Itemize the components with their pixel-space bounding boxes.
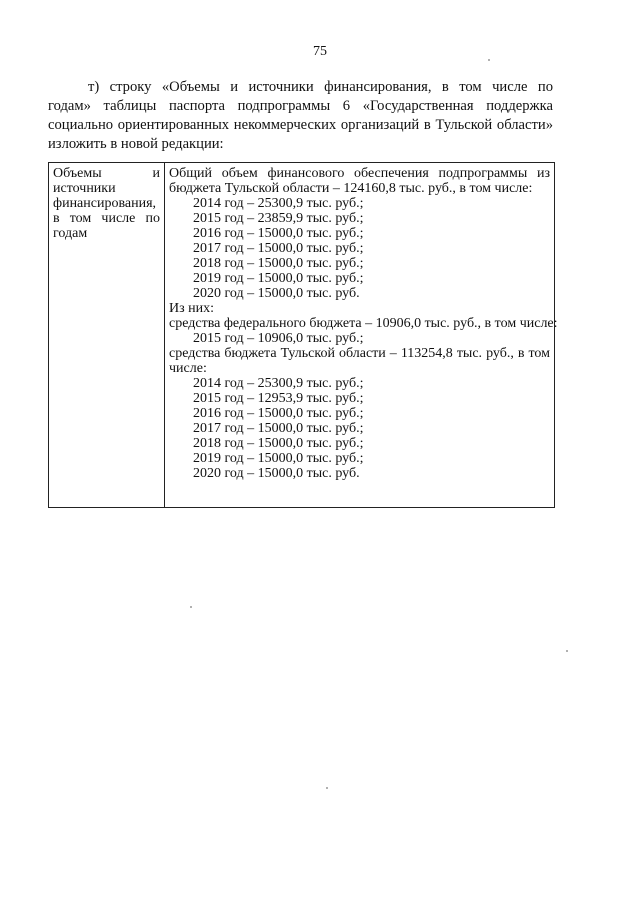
total-financing-line: бюджета Тульской области – 124160,8 тыс. руб., в том числе:: [169, 181, 533, 196]
passport-table: [48, 162, 558, 508]
regional-budget-line: числе:: [169, 361, 207, 376]
page-number: 75: [313, 44, 327, 59]
federal-year-line: 2015 год – 10906,0 тыс. руб.;: [193, 331, 364, 346]
row-header-line: Объемы и: [53, 166, 160, 181]
total-year-line: 2018 год – 15000,0 тыс. руб.;: [193, 256, 364, 271]
of-them-label: Из них:: [169, 301, 215, 316]
table-row: [49, 163, 555, 508]
row-header-line: финансирования,: [53, 196, 157, 211]
total-year-line: 2015 год – 23859,9 тыс. руб.;: [193, 211, 364, 226]
row-header-line: годам: [53, 226, 88, 241]
regional-year-line: 2018 год – 15000,0 тыс. руб.;: [193, 436, 364, 451]
scan-speck: [566, 650, 568, 652]
intro-line: социально ориентированных некоммерческих организаций в Тульской области»: [48, 117, 553, 133]
total-year-line: 2014 год – 25300,9 тыс. руб.;: [193, 196, 364, 211]
row-header-line: источники: [53, 181, 116, 196]
total-year-line: 2019 год – 15000,0 тыс. руб.;: [193, 271, 364, 286]
intro-paragraph: [48, 78, 553, 154]
scan-speck: [488, 59, 490, 61]
regional-year-line: 2015 год – 12953,9 тыс. руб.;: [193, 391, 364, 406]
total-year-line: 2017 год – 15000,0 тыс. руб.;: [193, 241, 364, 256]
intro-line: годам» таблицы паспорта подпрограммы 6 «Государственная поддержка: [48, 98, 553, 114]
regional-year-line: 2020 год – 15000,0 тыс. руб.: [193, 466, 360, 481]
regional-year-line: 2014 год – 25300,9 тыс. руб.;: [193, 376, 364, 391]
total-year-line: 2020 год – 15000,0 тыс. руб.: [193, 286, 360, 301]
intro-line: т) строку «Объемы и источники финансирования, в том числе по: [88, 79, 553, 95]
federal-budget-line: средства федерального бюджета – 10906,0 тыс. руб., в том числе:: [169, 316, 558, 331]
regional-year-line: 2019 год – 15000,0 тыс. руб.;: [193, 451, 364, 466]
scan-speck: [326, 787, 328, 789]
regional-budget-line: средства бюджета Тульской области – 113254,8 тыс. руб., в том: [169, 346, 550, 361]
row-header-cell: [49, 163, 165, 508]
total-year-line: 2016 год – 15000,0 тыс. руб.;: [193, 226, 364, 241]
row-header-line: в том числе по: [53, 211, 160, 226]
intro-line: изложить в новой редакции:: [48, 136, 224, 152]
financing-cell: [165, 163, 558, 508]
regional-year-line: 2017 год – 15000,0 тыс. руб.;: [193, 421, 364, 436]
total-financing-line: Общий объем финансового обеспечения подпрограммы из: [169, 166, 550, 181]
regional-year-line: 2016 год – 15000,0 тыс. руб.;: [193, 406, 364, 421]
scan-speck: [190, 606, 192, 608]
